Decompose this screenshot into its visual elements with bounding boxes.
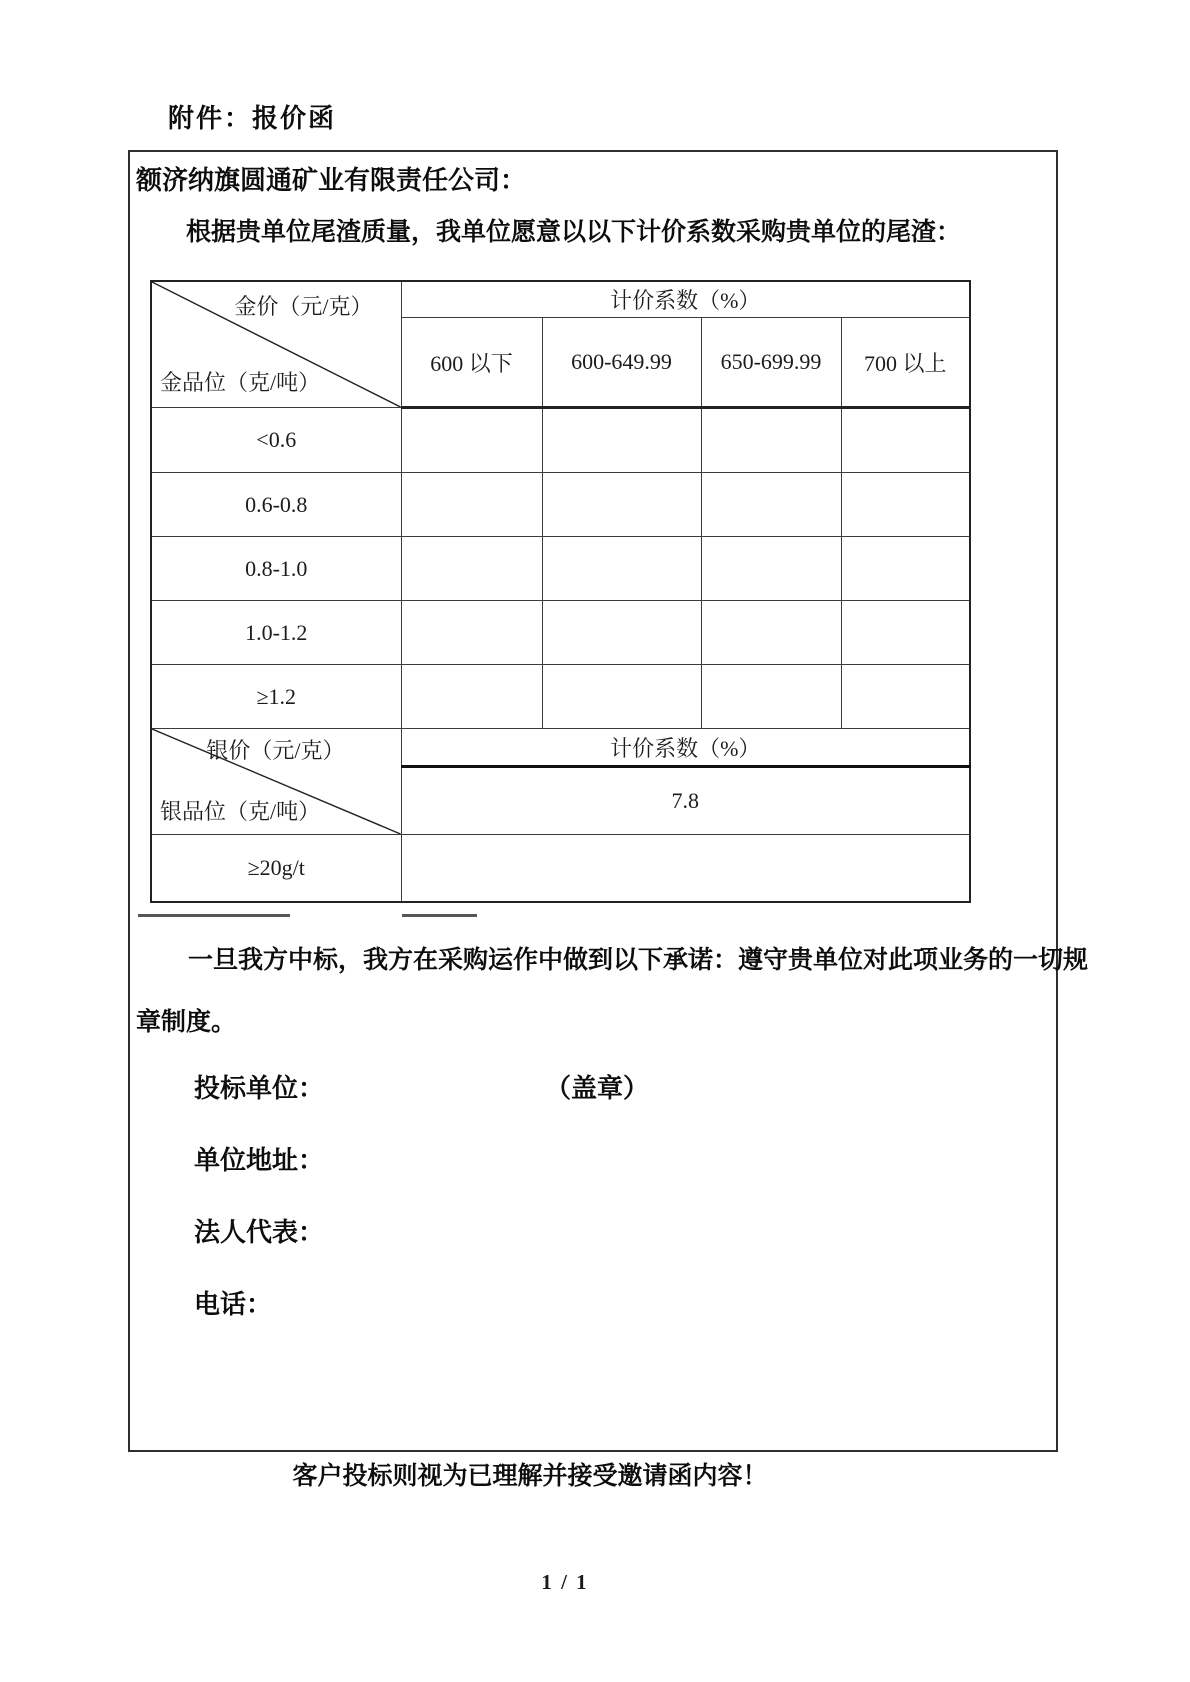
attachment-title: 附件：报价函 [168, 104, 337, 133]
coefficient-cell [401, 473, 542, 537]
gold-price-col-4: 700 以上 [841, 318, 970, 408]
silver-corner-cell [151, 729, 401, 835]
coefficient-cell [701, 537, 841, 601]
gold-grade-row-2 [151, 473, 970, 537]
address-field [194, 1140, 754, 1177]
gold-price-col-1: 600 以下 [401, 318, 542, 408]
coefficient-cell [401, 537, 542, 601]
coefficient-cell [841, 665, 970, 729]
coefficient-cell [841, 408, 970, 473]
silver-grade-label: ≥20g/t [151, 835, 401, 903]
gold-grade-label: 0.8-1.0 [151, 537, 401, 601]
silver-coefficient-header: 计价系数（%） [401, 729, 970, 767]
phone-label: 电话： [194, 1290, 273, 1319]
gold-price-col-3: 650-699.99 [701, 318, 841, 408]
bidder-label: 投标单位： [194, 1074, 325, 1103]
phone-field [194, 1284, 754, 1321]
gold-grade-axis-label: 金品位（克/吨） [160, 370, 321, 395]
coefficient-cell [542, 537, 701, 601]
signature-line-long [138, 914, 290, 917]
coefficient-cell [401, 601, 542, 665]
commitment-line-2: 章制度。 [136, 1009, 237, 1036]
commitment-line-1: 一旦我方中标，我方在采购运作中做到以下承诺：遵守贵单位对此项业务的一切规 [188, 947, 1089, 974]
silver-grade-axis-label: 银品位（克/吨） [160, 799, 321, 824]
coefficient-cell [701, 473, 841, 537]
coefficient-cell [542, 665, 701, 729]
gold-grade-row-1 [151, 408, 970, 473]
gold-corner-cell [151, 281, 401, 408]
silver-header-row [151, 729, 970, 767]
gold-grade-row-5 [151, 665, 970, 729]
intro-sentence: 根据贵单位尾渣质量，我单位愿意以以下计价系数采购贵单位的尾渣： [186, 219, 962, 246]
gold-grade-label: <0.6 [151, 408, 401, 473]
legal-representative-label: 法人代表： [194, 1218, 325, 1247]
page-number: 1 / 1 [541, 1570, 589, 1594]
gold-grade-label: 1.0-1.2 [151, 601, 401, 665]
coefficient-cell [841, 601, 970, 665]
coefficient-cell [841, 473, 970, 537]
coefficient-cell [542, 408, 701, 473]
coefficient-cell [841, 537, 970, 601]
gold-grade-label: ≥1.2 [151, 665, 401, 729]
footer-note: 客户投标则视为已理解并接受邀请函内容！ [292, 1463, 768, 1490]
bidder-field [194, 1068, 754, 1105]
coefficient-cell [401, 408, 542, 473]
gold-grade-row-3 [151, 537, 970, 601]
document-border-box [128, 150, 1089, 1452]
gold-price-axis-label: 金价（元/克） [234, 294, 373, 319]
pricing-coefficient-table [150, 280, 971, 903]
silver-grade-row [151, 835, 970, 903]
coefficient-cell [701, 408, 841, 473]
address-label: 单位地址： [194, 1146, 325, 1175]
seal-label: （盖章） [545, 1074, 650, 1103]
salutation: 额济纳旗圆通矿业有限责任公司： [136, 166, 527, 195]
coefficient-cell [542, 601, 701, 665]
silver-price-axis-label: 银价（元/克） [206, 738, 345, 763]
gold-coefficient-header: 计价系数（%） [401, 281, 970, 318]
gold-price-col-2: 600-649.99 [542, 318, 701, 408]
gold-header-row-1 [151, 281, 970, 318]
coefficient-cell [401, 835, 970, 903]
coefficient-cell [701, 601, 841, 665]
coefficient-cell [542, 473, 701, 537]
coefficient-cell [401, 665, 542, 729]
gold-grade-row-4 [151, 601, 970, 665]
legal-representative-field [194, 1212, 754, 1249]
coefficient-cell [701, 665, 841, 729]
signature-line-short [402, 914, 477, 917]
gold-grade-label: 0.6-0.8 [151, 473, 401, 537]
silver-coefficient-value: 7.8 [401, 767, 970, 835]
